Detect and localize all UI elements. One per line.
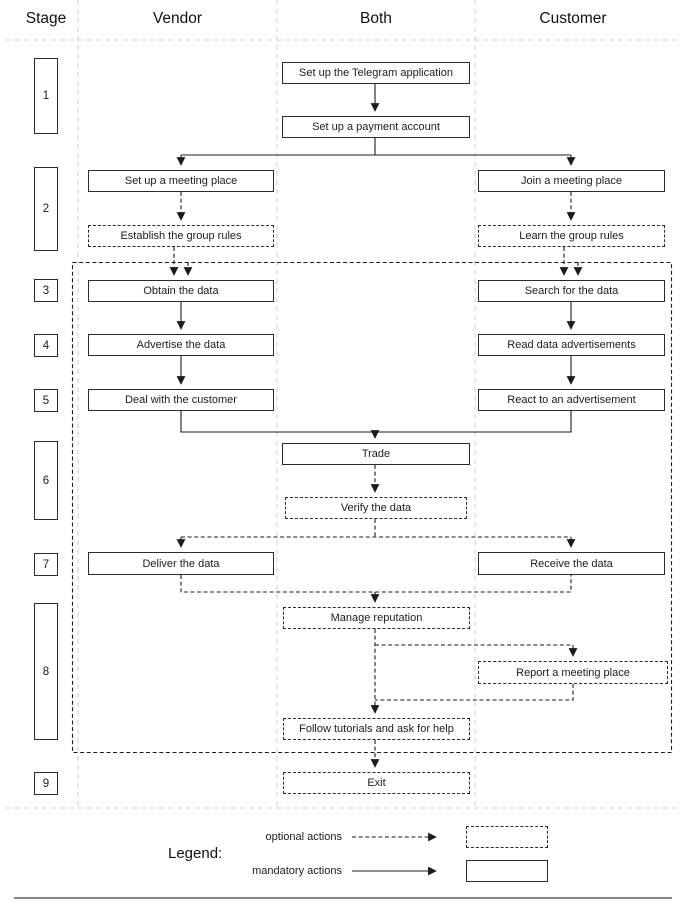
node-search-for-the-data: Search for the data: [478, 280, 665, 302]
legend-title: Legend:: [168, 845, 223, 862]
legend-optional-label: optional actions: [265, 831, 342, 843]
node-deliver-the-data: Deliver the data: [88, 552, 274, 575]
node-set-up-telegram-application: Set up the Telegram application: [282, 62, 470, 84]
node-obtain-the-data: Obtain the data: [88, 280, 274, 302]
legend-mandatory-label: mandatory actions: [252, 865, 342, 877]
stage-box-3: 3: [34, 279, 58, 302]
stage-box-9: 9: [34, 772, 58, 795]
node-manage-reputation: Manage reputation: [283, 607, 470, 629]
column-header-customer: Customer: [539, 10, 607, 27]
node-trade: Trade: [282, 443, 470, 465]
node-establish-group-rules: Establish the group rules: [88, 225, 274, 247]
legend-arrows: [352, 837, 436, 871]
stage-box-2: 2: [34, 167, 58, 251]
node-exit: Exit: [283, 772, 470, 794]
node-report-meeting-place: Report a meeting place: [478, 661, 668, 684]
node-follow-tutorials-ask-help: Follow tutorials and ask for help: [283, 718, 470, 740]
stage-box-5: 5: [34, 389, 58, 412]
stage-box-4: 4: [34, 334, 58, 357]
stage-box-6: 6: [34, 441, 58, 520]
node-read-data-advertisements: Read data advertisements: [478, 334, 665, 356]
node-advertise-the-data: Advertise the data: [88, 334, 274, 356]
stage-box-7: 7: [34, 553, 58, 576]
node-deal-with-the-customer: Deal with the customer: [88, 389, 274, 411]
stage-box-8: 8: [34, 603, 58, 740]
column-header-stage: Stage: [25, 10, 67, 27]
node-verify-the-data: Verify the data: [285, 497, 467, 519]
node-receive-the-data: Receive the data: [478, 552, 665, 575]
legend-optional-box-sample: [466, 826, 548, 848]
node-set-up-meeting-place: Set up a meeting place: [88, 170, 274, 192]
node-learn-group-rules: Learn the group rules: [478, 225, 665, 247]
node-join-meeting-place: Join a meeting place: [478, 170, 665, 192]
column-header-vendor: Vendor: [152, 10, 203, 27]
legend-mandatory-box-sample: [466, 860, 548, 882]
node-set-up-payment-account: Set up a payment account: [282, 116, 470, 138]
node-react-to-advertisement: React to an advertisement: [478, 389, 665, 411]
stage-box-1: 1: [34, 58, 58, 134]
column-header-both: Both: [360, 10, 392, 27]
